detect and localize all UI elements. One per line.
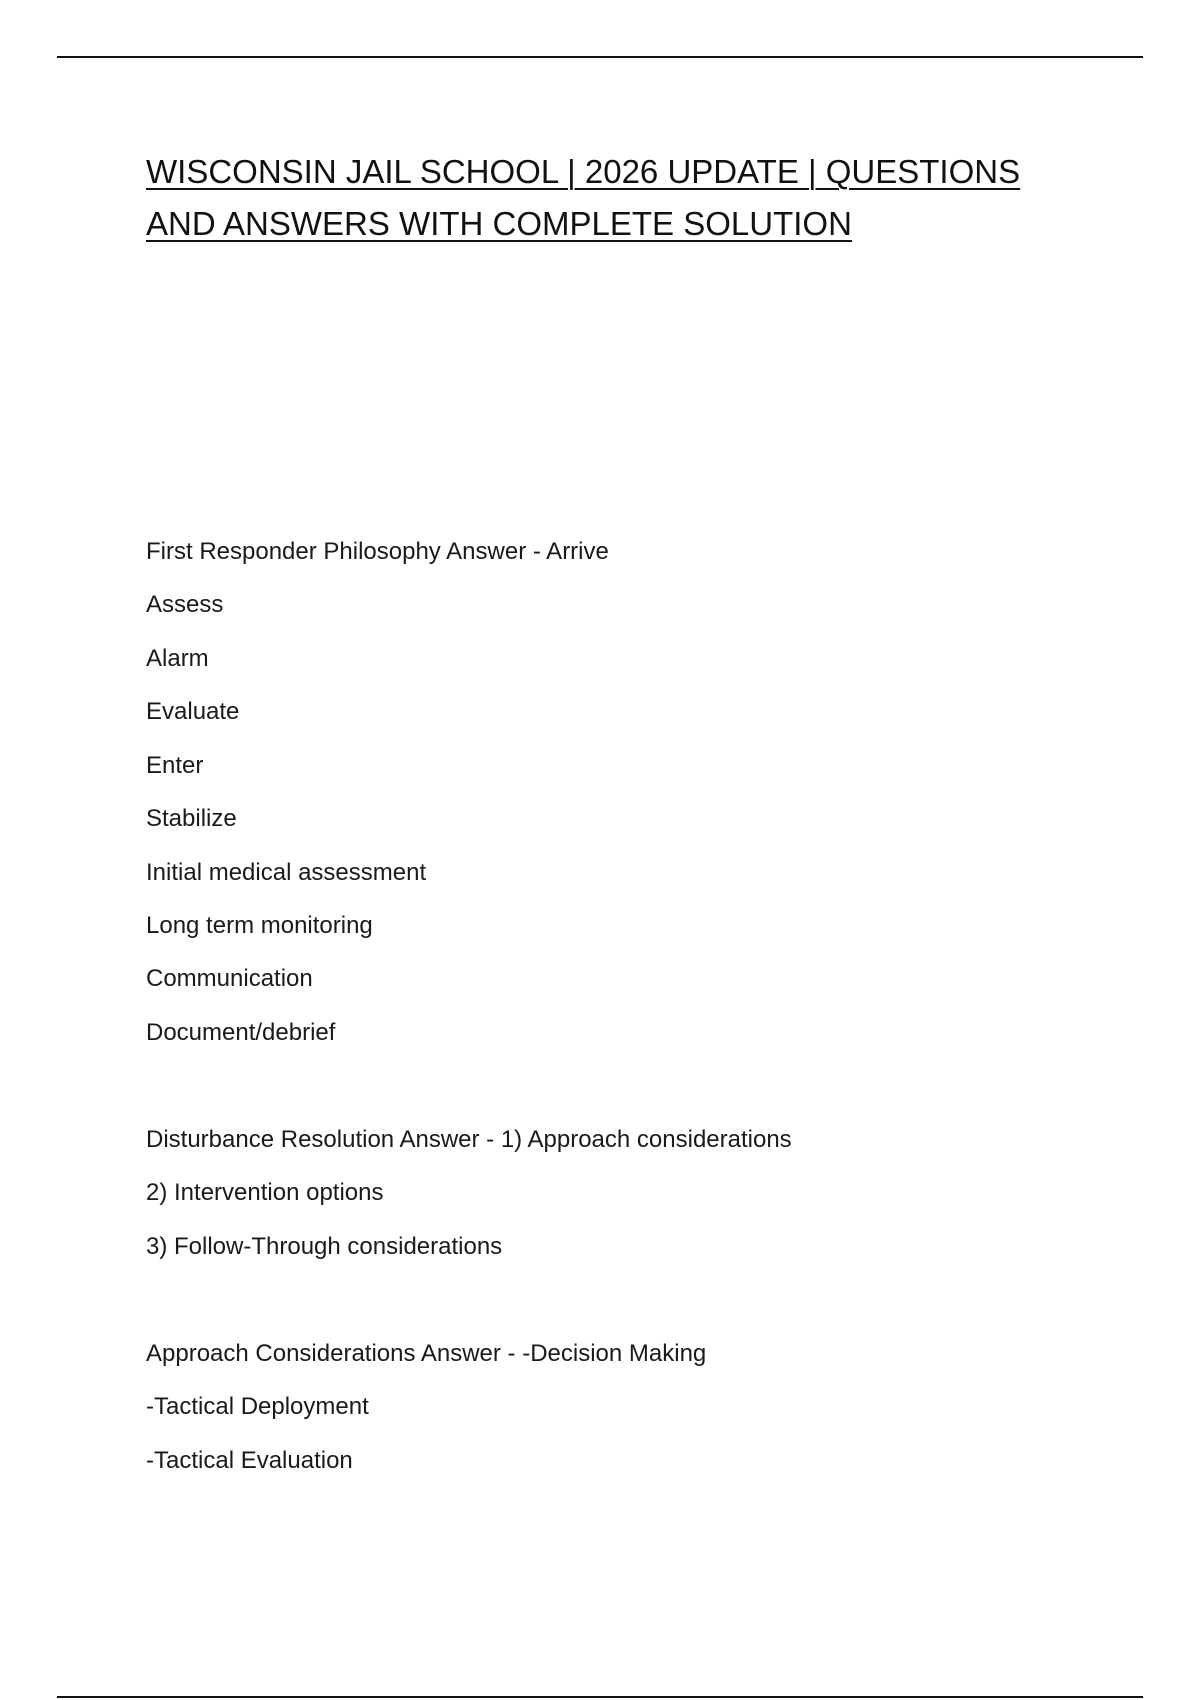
qa-answer-line: Initial medical assessment [146,859,427,886]
qa-answer-line: 2) Intervention options [146,1179,384,1206]
qa-question-line: Disturbance Resolution Answer - 1) Approach considerations [146,1126,792,1153]
top-rule [57,56,1143,58]
qa-answer-line: Stabilize [146,805,237,832]
qa-answer-line: Long term monitoring [146,912,373,939]
title-line-2: AND ANSWERS WITH COMPLETE SOLUTION [146,205,852,242]
qa-answer-line: Assess [146,591,224,618]
qa-answer-line: -Tactical Evaluation [146,1447,353,1474]
qa-answer-line: -Tactical Deployment [146,1393,369,1420]
qa-question-line: First Responder Philosophy Answer - Arrive [146,538,609,565]
qa-answer-line: Alarm [146,645,209,672]
qa-answer-line: Document/debrief [146,1019,336,1046]
qa-answer-line: 3) Follow-Through considerations [146,1233,503,1260]
qa-question-line: Approach Considerations Answer - -Decision Making [146,1340,707,1367]
qa-answer-line: Communication [146,965,313,992]
qa-answer-line: Evaluate [146,698,240,725]
title-line-1: WISCONSIN JAIL SCHOOL | 2026 UPDATE | QUESTIONS [146,153,1021,190]
bottom-rule [57,1696,1143,1698]
qa-answer-line: Enter [146,752,204,779]
document-title [146,146,1076,250]
